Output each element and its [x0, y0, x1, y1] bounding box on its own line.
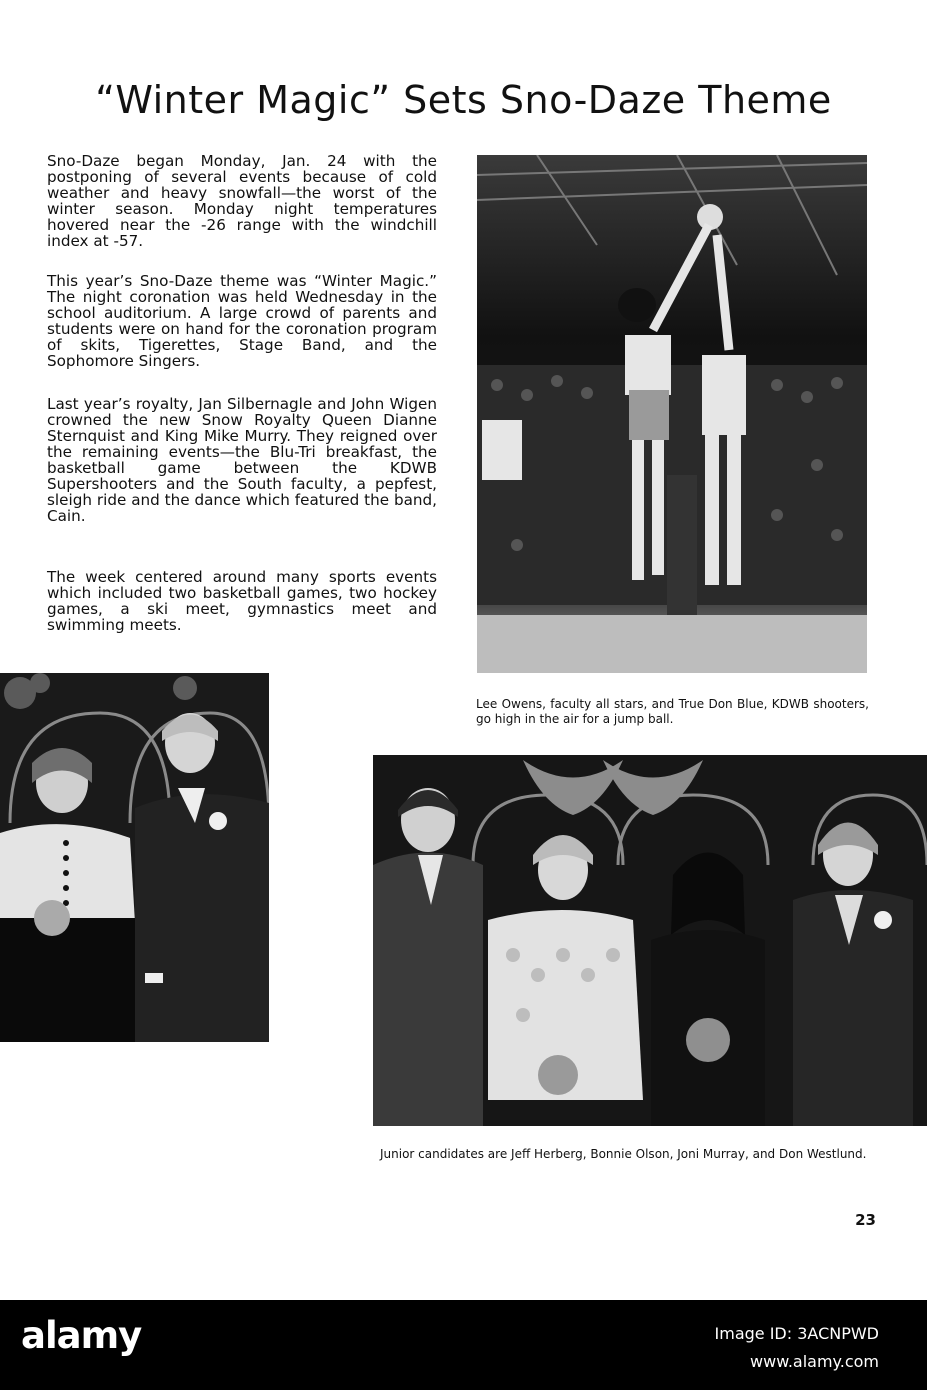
basketball-caption: Lee Owens, faculty all stars, and True Don Blue, KDWB shooters, go high in the air for a jump ball. [476, 697, 869, 726]
paragraph-royalty: Last year’s royalty, Jan Silbernagle and John Wigen crowned the new Snow Royalty Queen Dianne Sternquist and King Mike Murry. They reigned over the remaining events—the Blu-Tri breakfast, the basketball game between the KDWB Supershooters and the South faculty, a pepfest, sleigh ride and the dance which featured the band, Cain. [47, 395, 437, 525]
page-number: 23 [855, 1211, 876, 1229]
snow-royalty-photo [0, 673, 269, 1042]
paragraph-opening: Sno-Daze began Monday, Jan. 24 with the postponing of several events because of cold weather and heavy snowfall—the worst of the winter season. Monday night temperatures hovered near the -26 range with the windchill index at -57. [47, 152, 437, 250]
paragraph-theme: This year’s Sno-Daze theme was “Winter Magic.” The night coronation was held Wednesday in the school auditorium. A large crowd of parents and students were on hand for the coronation program of skits, Tigerettes, Stage Band, and the Sophomore Singers. [47, 272, 437, 370]
paragraph-sports: The week centered around many sports events which included two basketball games, two hockey games, a ski meet, gymnastics meet and swimming meets. [47, 568, 437, 634]
brand-logo: alamy [21, 1314, 142, 1357]
candidates-caption: Junior candidates are Jeff Herberg, Bonnie Olson, Joni Murray, and Don Westlund. [380, 1147, 867, 1161]
page-title: “Winter Magic” Sets Sno-Daze Theme [95, 78, 832, 122]
watermark-footer [0, 1300, 927, 1390]
site-url: www.alamy.com [750, 1352, 879, 1371]
junior-candidates-photo [373, 755, 927, 1126]
image-id: Image ID: 3ACNPWD [714, 1324, 879, 1343]
basketball-jump-ball-photo [477, 155, 867, 673]
